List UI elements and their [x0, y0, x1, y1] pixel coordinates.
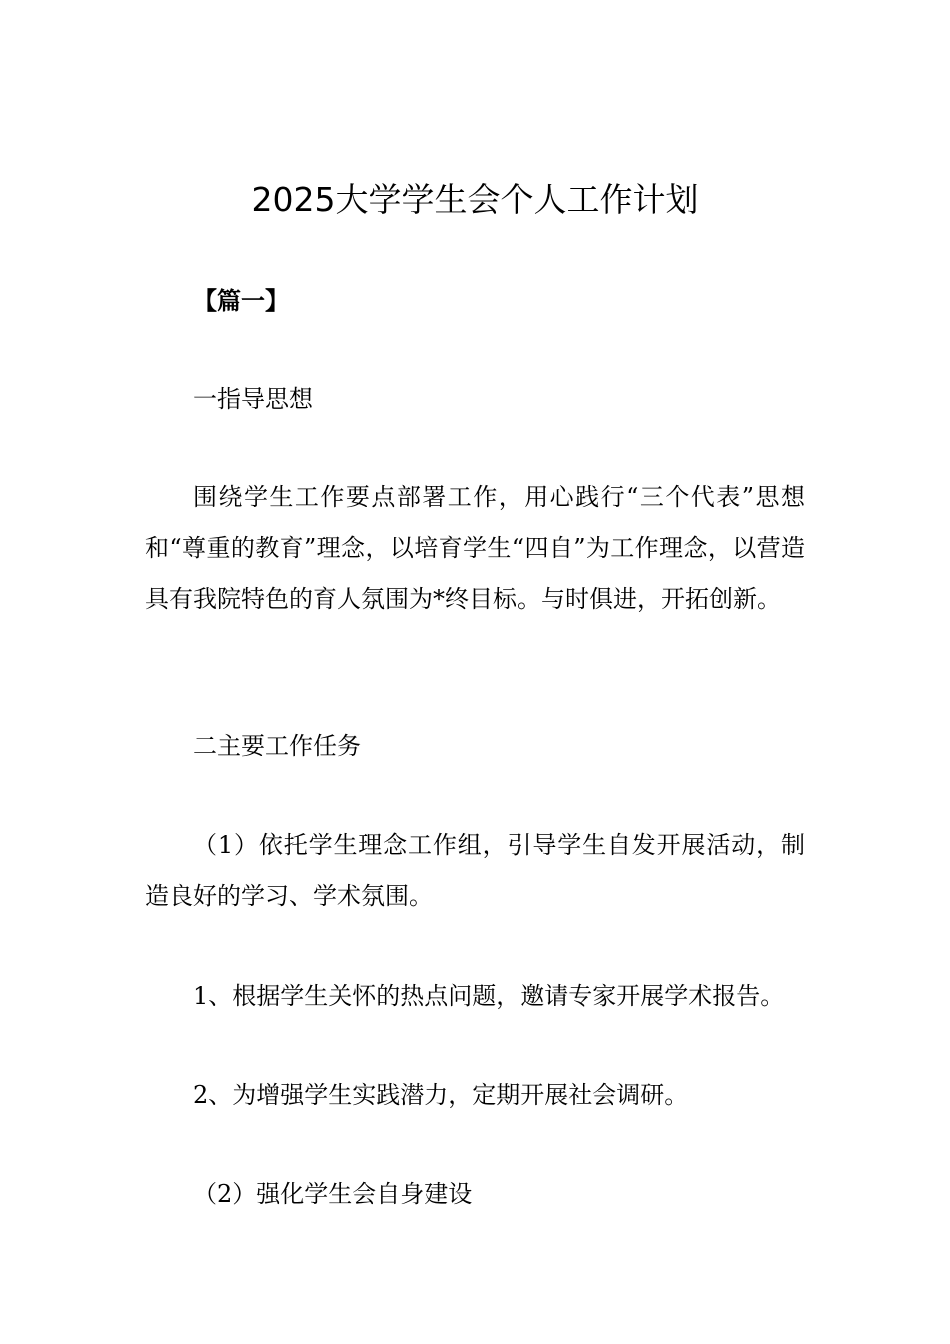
heading-main-tasks: 二主要工作任务: [193, 732, 361, 760]
heading-guiding-ideology: 一指导思想: [193, 385, 313, 413]
heading-self-construction: （2）强化学生会自身建设: [193, 1180, 473, 1208]
list-item-social-research: 2、为增强学生实践潜力，定期开展社会调研。: [193, 1081, 689, 1109]
section-label: 【篇一】: [193, 287, 289, 315]
paragraph-task-1: （1）依托学生理念工作组，引导学生自发开展活动，制造良好的学习、学术氛围。: [145, 831, 805, 910]
document-title: 2025大学学生会个人工作计划: [251, 180, 699, 219]
list-item-academic-reports: 1、根据学生关怀的热点问题，邀请专家开展学术报告。: [193, 982, 785, 1010]
paragraph-guiding-ideology: 围绕学生工作要点部署工作，用心践行“三个代表”思想和“尊重的教育”理念，以培育学生“四自”为工作理念，以营造具有我院特色的育人氛围为*终目标。与时俱进，开拓创新。: [145, 483, 805, 613]
